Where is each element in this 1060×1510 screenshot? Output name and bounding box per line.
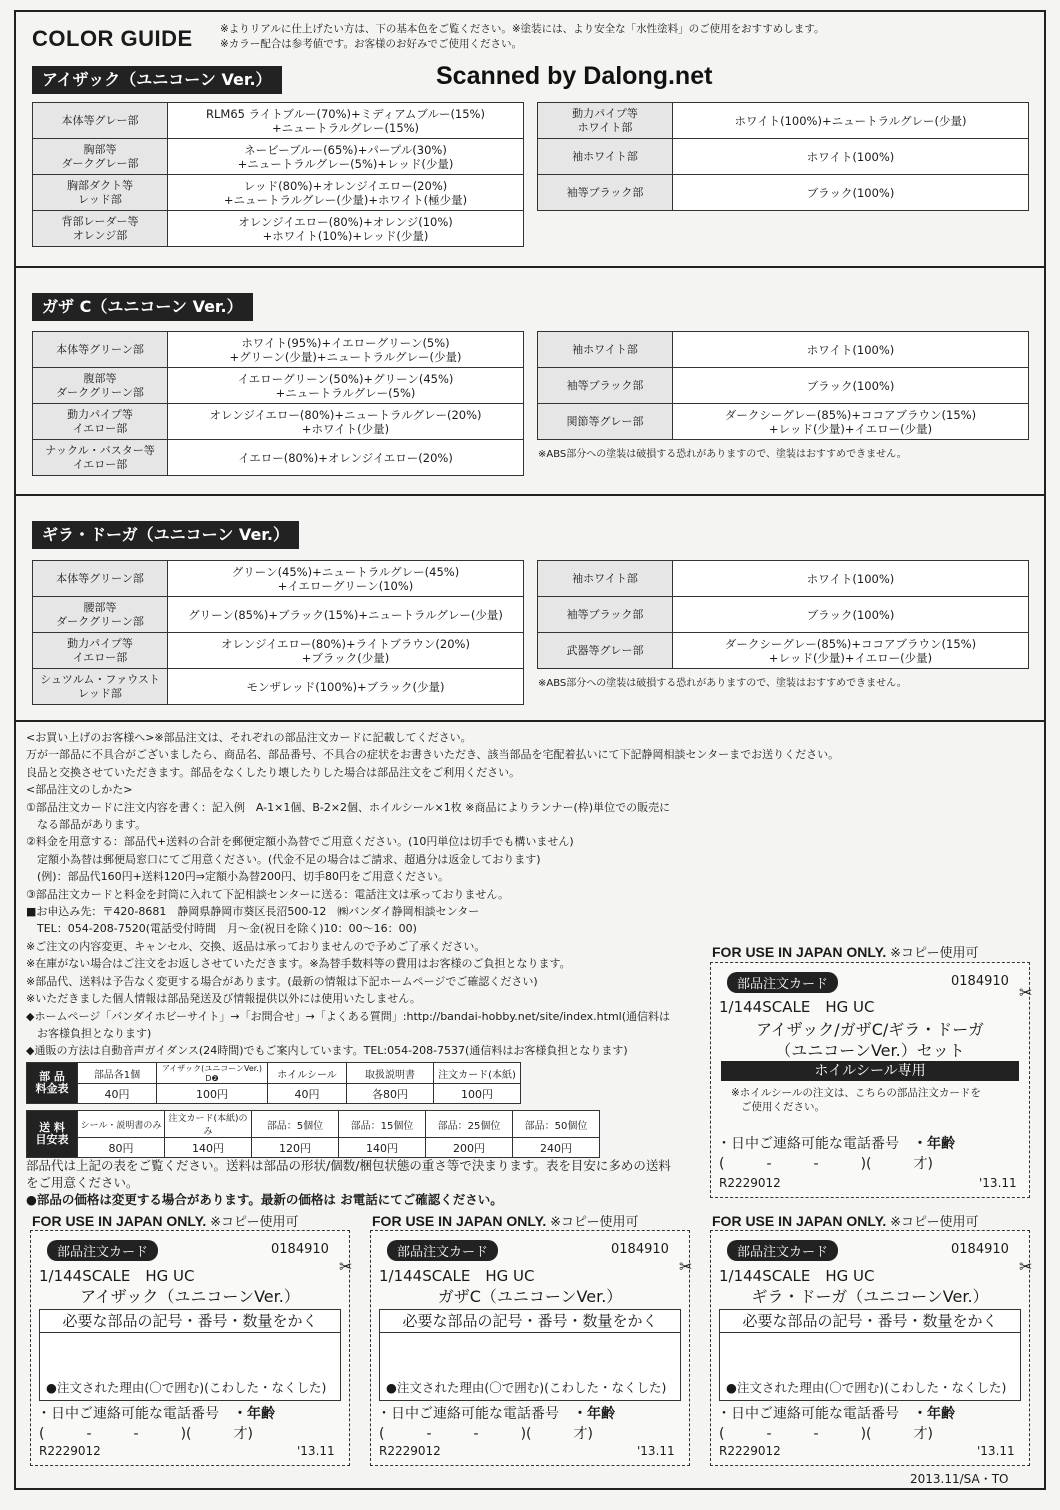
- order-reason[interactable]: ●注文された理由(〇で囲む)(こわした・なくした): [46, 1380, 327, 1395]
- color-mix: ダークシーグレー(85%)+ココアブラウン(15%) +レッド(少量)+イエロー(少量): [673, 633, 1029, 669]
- instruction-line: TEL：054-208-7520(電話受付時間 月～金(祝日を除く)10：00～16：00): [26, 922, 417, 936]
- part-label: 腹部等 ダークグリーン部: [33, 368, 168, 404]
- price-header: 注文カード(本紙): [434, 1063, 521, 1084]
- order-card[interactable]: [710, 1230, 1033, 1466]
- shipping-header: 注文カード(本紙)のみ: [165, 1111, 252, 1138]
- part-label: 袖ホワイト部: [538, 561, 673, 597]
- color-table-right: [537, 102, 1029, 211]
- scissors-icon: ✂: [1019, 983, 1033, 1002]
- part-label: 動力パイプ等 イエロー部: [33, 633, 168, 669]
- part-label: ナックル・バスター等 イエロー部: [33, 440, 168, 476]
- phone-label: ・日中ご連絡可能な電話番号 ・年齢: [377, 1406, 615, 1422]
- instruction-line: <部品注文のしかた>: [26, 783, 133, 797]
- order-reason[interactable]: ●注文された理由(〇で囲む)(こわした・なくした): [726, 1380, 1007, 1395]
- part-label: 背部レーダー等 オレンジ部: [33, 211, 168, 247]
- color-mix: グリーン(85%)+ブラック(15%)+ニュートラルグレー(少量): [168, 597, 524, 633]
- color-table-left: [32, 331, 524, 476]
- color-table-right: [537, 560, 1029, 669]
- order-card[interactable]: [370, 1230, 693, 1466]
- header-note-2: ※カラー配合は参考値です。お客様のお好みでご使用ください。: [220, 38, 522, 50]
- color-row: [538, 404, 1029, 440]
- part-label: 本体等グレー部: [33, 103, 168, 139]
- instruction-line: ◆通販の方法は自動音声ガイダンス(24時間)でもご案内しています。TEL:054-208-7537(通信料はお客様負担となります): [26, 1044, 628, 1058]
- instruction-line: 定額小為替は郵便局窓口にてご用意ください。(代金不足の場合はご請求、超過分は返金しております): [26, 852, 541, 866]
- scale-label: 1/144SCALE HG UC: [39, 1267, 195, 1285]
- color-mix: RLM65 ライトブルー(70%)+ミディアムブルー(15%) +ニュートラルグレー(15%): [168, 103, 524, 139]
- part-label: 関節等グレー部: [538, 404, 673, 440]
- scale-label: 1/144SCALE HG UC: [719, 1267, 875, 1285]
- order-reason[interactable]: ●注文された理由(〇で囲む)(こわした・なくした): [386, 1380, 667, 1395]
- r-code: R2229012: [39, 1444, 101, 1458]
- price-header: ホイルシール: [268, 1063, 347, 1084]
- color-row: [33, 633, 524, 669]
- card-header: FOR USE IN JAPAN ONLY. ※コピー使用可: [32, 1213, 299, 1229]
- part-label: 胸部等 ダークグレー部: [33, 139, 168, 175]
- kit-name: アイザック/ガザC/ギラ・ドーガ: [756, 1020, 984, 1039]
- part-label: 袖ホワイト部: [538, 332, 673, 368]
- shipping-header: シール・説明書のみ: [78, 1111, 165, 1138]
- parts-entry-label: 必要な部品の記号・番号・数量をかく: [720, 1310, 1020, 1333]
- shipping-header: 部品：25個位: [426, 1111, 513, 1138]
- color-row: [33, 440, 524, 476]
- instruction-line: ■お申込み先：〒420-8681 静岡県静岡市葵区長沼500-12 ㈱バンダイ静岡相談センター: [26, 905, 480, 919]
- kit-name: ガザC（ユニコーンVer.）: [437, 1287, 623, 1306]
- color-mix: ブラック(100%): [673, 597, 1029, 633]
- product-code: 0184910: [951, 1242, 1009, 1257]
- part-label: 本体等グリーン部: [33, 332, 168, 368]
- foil-sticker-banner: ホイルシール専用: [721, 1061, 1019, 1081]
- instruction-line: <お買い上げのお客様へ>※部品注文は、それぞれの部品注文カードに記載してください。: [26, 731, 472, 744]
- part-label: 武器等グレー部: [538, 633, 673, 669]
- part-label: 動力パイプ等 ホワイト部: [538, 103, 673, 139]
- scale-label: 1/144SCALE HG UC: [719, 998, 875, 1016]
- price-value: 40円: [78, 1084, 157, 1104]
- section-divider: [14, 494, 1046, 496]
- phone-field[interactable]: ( - - )( 才): [719, 1156, 933, 1172]
- color-guide-title: COLOR GUIDE: [32, 26, 193, 51]
- shipping-value: 140円: [339, 1138, 426, 1158]
- price-header: 取扱説明書: [347, 1063, 434, 1084]
- kit-name: アイザック（ユニコーンVer.）: [80, 1287, 300, 1306]
- product-code: 0184910: [951, 974, 1009, 989]
- instruction-line: お客様負担となります): [26, 1026, 152, 1040]
- phone-label: ・日中ご連絡可能な電話番号 ・年齢: [37, 1406, 275, 1422]
- instruction-line: 良品と交換させていただきます。部品をなくしたり壊したりした場合は部品注文をご利用ください。: [26, 765, 521, 779]
- kit-name-sub: （ユニコーンVer.）セット: [775, 1041, 965, 1060]
- order-card-badge: 部品注文カード: [47, 1240, 158, 1261]
- shipping-header: 部品：50個位: [513, 1111, 600, 1138]
- product-code: 0184910: [271, 1242, 329, 1257]
- instruction-line: ※部品代、送料は予告なく変更する場合があります。(最新の情報は下記ホームページでご確認ください): [26, 974, 538, 988]
- part-label: 腰部等 ダークグリーン部: [33, 597, 168, 633]
- shipping-header: 部品：15個位: [339, 1111, 426, 1138]
- color-table-left: [32, 560, 524, 705]
- color-mix: イエロー(80%)+オレンジイエロー(20%): [168, 440, 524, 476]
- shipping-header: 部品：5個位: [252, 1111, 339, 1138]
- parts-entry-box[interactable]: [719, 1309, 1021, 1401]
- color-row: [33, 139, 524, 175]
- color-row: [538, 597, 1029, 633]
- color-mix: グリーン(45%)+ニュートラルグレー(45%) +イエローグリーン(10%): [168, 561, 524, 597]
- parts-entry-box[interactable]: [39, 1309, 341, 1401]
- phone-label: ・日中ご連絡可能な電話番号 ・年齢: [717, 1136, 955, 1152]
- card-date: '13.11: [297, 1444, 335, 1458]
- color-mix: モンザレッド(100%)+ブラック(少量): [168, 669, 524, 705]
- color-table-right: [537, 331, 1029, 440]
- color-mix: ホワイト(100%): [673, 139, 1029, 175]
- color-mix: ネービーブルー(65%)+パープル(30%) +ニュートラルグレー(5%)+レッド(少量): [168, 139, 524, 175]
- instruction-line: (例)：部品代160円+送料120円⇒定額小為替200円、切手80円をご用意ください。: [26, 870, 449, 884]
- instruction-line: なる部品があります。: [26, 818, 147, 832]
- set-card-note: ※ホイルシールの注文は、こちらの部品注文カードを: [731, 1087, 981, 1099]
- price-header: 部品各1個: [78, 1063, 157, 1084]
- price-value: 100円: [157, 1084, 268, 1104]
- instruction-line: ③部品注文カードと料金を封筒に入れて下記相談センターに送る：電話注文は承っておりません。: [26, 887, 510, 901]
- shipping-value: 200円: [426, 1138, 513, 1158]
- part-label: 本体等グリーン部: [33, 561, 168, 597]
- color-row: [33, 597, 524, 633]
- part-label: 胸部ダクト等 レッド部: [33, 175, 168, 211]
- scissors-icon: ✂: [1019, 1257, 1033, 1276]
- scissors-icon: ✂: [339, 1257, 353, 1276]
- color-row: [33, 561, 524, 597]
- part-label: 袖等ブラック部: [538, 368, 673, 404]
- phone-label: ・日中ご連絡可能な電話番号 ・年齢: [717, 1406, 955, 1422]
- abs-warning: ※ABS部分への塗装は破損する恐れがありますので、塗装はおすすめできません。: [538, 678, 907, 689]
- set-card-note: ご使用ください。: [741, 1101, 825, 1113]
- part-label: 袖等ブラック部: [538, 175, 673, 211]
- parts-entry-box[interactable]: [379, 1309, 681, 1401]
- price-table: 部 品 料金表 部品各1個 アイザック(ユニコーンVer.) D❷ ホイルシール 取扱説明書 注文カード(本紙) 40円 100円 40円 各80円 100円: [26, 1062, 521, 1104]
- section-divider: [14, 266, 1046, 268]
- phone-field[interactable]: ( - - )( 才): [719, 1426, 933, 1442]
- color-row: [538, 175, 1029, 211]
- color-row: [538, 103, 1029, 139]
- color-row: [538, 332, 1029, 368]
- color-mix: ホワイト(100%)+ニュートラルグレー(少量): [673, 103, 1029, 139]
- section-title: アイザック（ユニコーン Ver.）: [32, 66, 282, 94]
- color-mix: オレンジイエロー(80%)+ニュートラルグレー(20%) +ホワイト(少量): [168, 404, 524, 440]
- instruction-line: ※在庫がない場合はご注文をお返しさせていただきます。※為替手数料等の費用はお客様のご負担となります。: [26, 957, 571, 971]
- card-header: FOR USE IN JAPAN ONLY. ※コピー使用可: [712, 1213, 979, 1229]
- color-mix: ホワイト(100%): [673, 561, 1029, 597]
- instruction-line: ※ご注文の内容変更、キャンセル、交換、返品は承っておりませんので予めご了承ください。: [26, 939, 486, 953]
- color-mix: ブラック(100%): [673, 175, 1029, 211]
- order-card-badge: 部品注文カード: [727, 1240, 838, 1261]
- instruction-line: ◆ホームページ「バンダイホビーサイト」→「お問合せ」→「よくある質問」:http://bandai-hobby.net/site/index.html(通信料は: [26, 1009, 671, 1023]
- section-title: ギラ・ドーガ（ユニコーン Ver.）: [32, 521, 299, 549]
- instruction-line: ①部品注文カードに注文内容を書く：記入例 A-1×1個、B-2×2個、ホイルシール×1枚 ※商品によりランナー(枠)単位での販売に: [26, 800, 671, 814]
- instruction-line: 万が一部品に不具合がございましたら、商品名、部品番号、不具合の症状をお書きいただき、該当部品を宅配着払いにて下記静岡相談センターまでお送りください。: [26, 748, 840, 762]
- kit-name: ギラ・ドーガ（ユニコーンVer.）: [751, 1287, 989, 1306]
- section-divider: [14, 720, 1046, 722]
- shipping-value: 120円: [252, 1138, 339, 1158]
- color-row: [33, 211, 524, 247]
- instruction-line: ②料金を用意する：部品代+送料の合計を郵便定額小為替でご用意ください。(10円単位は切手でも構いません): [26, 835, 574, 849]
- section-title: ガザ C（ユニコーン Ver.）: [32, 293, 253, 321]
- color-row: [538, 633, 1029, 669]
- document-code: 2013.11/SA・TO: [910, 1472, 1009, 1486]
- r-code: R2229012: [379, 1444, 441, 1458]
- part-label: 袖ホワイト部: [538, 139, 673, 175]
- order-card[interactable]: [30, 1230, 353, 1466]
- product-code: 0184910: [611, 1242, 669, 1257]
- header-note-1: ※よりリアルに仕上げたい方は、下の基本色をご覧ください。※塗装には、より安全な「水性塗料」のご使用をおすすめします。: [220, 23, 825, 35]
- color-mix: オレンジイエロー(80%)+ライトブラウン(20%) +ブラック(少量): [168, 633, 524, 669]
- color-mix: レッド(80%)+オレンジイエロー(20%) +ニュートラルグレー(少量)+ホワイト(極少量): [168, 175, 524, 211]
- color-row: [33, 368, 524, 404]
- scan-watermark: Scanned by Dalong.net: [436, 62, 713, 90]
- part-label: 動力パイプ等 イエロー部: [33, 404, 168, 440]
- color-row: [538, 368, 1029, 404]
- card-date: '13.11: [637, 1444, 675, 1458]
- instruction-line: ※いただきました個人情報は部品発送及び情報提供以外には使用いたしません。: [26, 992, 421, 1006]
- color-mix: ブラック(100%): [673, 368, 1029, 404]
- card-date: '13.11: [977, 1444, 1015, 1458]
- shipping-value: 140円: [165, 1138, 252, 1158]
- order-card-badge: 部品注文カード: [727, 972, 838, 993]
- color-row: [538, 561, 1029, 597]
- parts-entry-label: 必要な部品の記号・番号・数量をかく: [40, 1310, 340, 1333]
- color-mix: ホワイト(95%)+イエローグリーン(5%) +グリーン(少量)+ニュートラルグレー(少量): [168, 332, 524, 368]
- card-date: '13.11: [979, 1176, 1017, 1190]
- shipping-value: 80円: [78, 1138, 165, 1158]
- shipping-footnote: 部品代は上記の表をご覧ください。送料は部品の形状/個数/梱包状態の重さ等で決まります。表を目安に多めの送料 をご用意ください。 ●部品の価格は変更する場合があります。最新の価格は お電話にてご確認ください。: [26, 1158, 671, 1207]
- color-mix: ホワイト(100%): [673, 332, 1029, 368]
- set-card-header: FOR USE IN JAPAN ONLY. ※コピー使用可: [712, 944, 979, 960]
- set-order-card[interactable]: [710, 962, 1033, 1198]
- order-card-badge: 部品注文カード: [387, 1240, 498, 1261]
- card-header: FOR USE IN JAPAN ONLY. ※コピー使用可: [372, 1213, 639, 1229]
- color-row: [33, 669, 524, 705]
- parts-entry-label: 必要な部品の記号・番号・数量をかく: [380, 1310, 680, 1333]
- color-row: [33, 103, 524, 139]
- phone-field[interactable]: ( - - )( 才): [39, 1426, 253, 1442]
- phone-field[interactable]: ( - - )( 才): [379, 1426, 593, 1442]
- price-value: 40円: [268, 1084, 347, 1104]
- part-label: 袖等ブラック部: [538, 597, 673, 633]
- color-mix: イエローグリーン(50%)+グリーン(45%) +ニュートラルグレー(5%): [168, 368, 524, 404]
- price-value: 100円: [434, 1084, 521, 1104]
- scissors-icon: ✂: [679, 1257, 693, 1276]
- r-code: R2229012: [719, 1176, 781, 1190]
- color-row: [538, 139, 1029, 175]
- shipping-table: 送 料 目安表 シール・説明書のみ 注文カード(本紙)のみ 部品：5個位 部品：15個位 部品：25個位 部品：50個位 80円 140円 120円 140円 200円 240円: [26, 1110, 600, 1158]
- r-code: R2229012: [719, 1444, 781, 1458]
- scale-label: 1/144SCALE HG UC: [379, 1267, 535, 1285]
- price-header: アイザック(ユニコーンVer.) D❷: [157, 1063, 268, 1084]
- color-mix: オレンジイエロー(80%)+オレンジ(10%) +ホワイト(10%)+レッド(少量): [168, 211, 524, 247]
- shipping-value: 240円: [513, 1138, 600, 1158]
- part-label: シュツルム・ファウスト レッド部: [33, 669, 168, 705]
- color-row: [33, 175, 524, 211]
- color-table-left: [32, 102, 524, 247]
- color-mix: ダークシーグレー(85%)+ココアブラウン(15%) +レッド(少量)+イエロー(少量): [673, 404, 1029, 440]
- color-row: [33, 332, 524, 368]
- color-row: [33, 404, 524, 440]
- price-value: 各80円: [347, 1084, 434, 1104]
- abs-warning: ※ABS部分への塗装は破損する恐れがありますので、塗装はおすすめできません。: [538, 449, 907, 460]
